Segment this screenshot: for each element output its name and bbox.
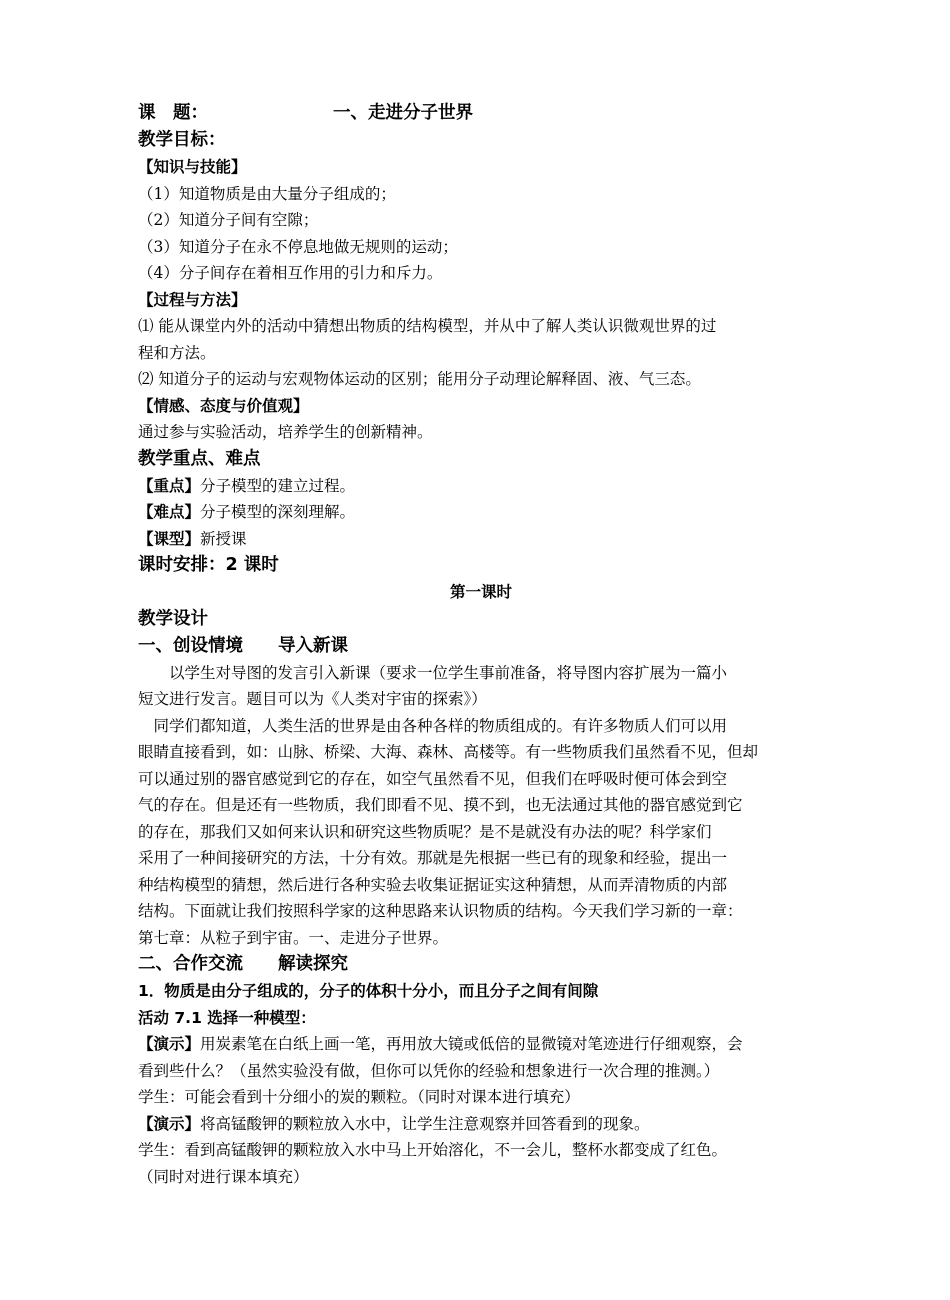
activity-heading: 活动 7.1 选择一种模型： (138, 1008, 316, 1027)
paragraph-line-4: 气的存在。但是还有一些物质，我们即看不见、摸不到，也无法通过其他的器官感觉到它 (138, 796, 743, 814)
paragraph-line-1: 同学们都知道，人类生活的世界是由各种各样的物质组成的。有许多物质人们可以用 (138, 716, 728, 735)
difficulty-text: 分子模型的深刻理解。 (200, 503, 356, 521)
ks-item-4: （4）分子间存在着相互作用的引力和斥力。 (138, 264, 443, 282)
ks-item-3: （3）知道分子在永不停息地做无规则的运动； (138, 237, 458, 256)
goals-heading: 教学目标： (138, 130, 226, 150)
pm-item-1-line-2: 程和方法。 (138, 343, 216, 362)
point-1-heading: 1．物质是由分子组成的，分子的体积十分小，而且分子之间有间隙 (138, 982, 599, 1000)
emotion-values-text: 通过参与实验活动，培养学生的创新精神。 (138, 423, 433, 441)
intro-line-2: 短文进行发言。题目可以为《人类对宇宙的探索》） (138, 690, 487, 708)
topic-label: 课 题： (138, 103, 208, 123)
student-answer-2-line-2: （同时对进行课本填充） (138, 1167, 309, 1186)
paragraph-line-3: 可以通过别的器官感觉到它的存在，如空气虽然看不见，但我们在呼吸时便可体会到空 (138, 769, 728, 788)
demo-2-label: 【演示】 (138, 1114, 201, 1133)
lesson-type-label: 【课型】 (138, 529, 201, 548)
knowledge-skills-heading: 【知识与技能】 (138, 158, 247, 176)
section-2-heading: 二、合作交流 解读探究 (138, 954, 348, 974)
demo-1-text: 用炭素笔在白纸上画一笔，再用放大镜或低倍的显微镜对笔迹进行仔细观察，会 (200, 1035, 743, 1053)
demo-1-label: 【演示】 (138, 1035, 201, 1053)
paragraph-line-8: 结构。下面就让我们按照科学家的这种思路来认识物质的结构。今天我们学习新的一章： (138, 902, 743, 920)
process-method-heading: 【过程与方法】 (138, 290, 247, 309)
paragraph-line-9: 第七章：从粒子到宇宙。一、走进分子世界。 (138, 928, 449, 947)
ks-item-2: （2）知道分子间有空隙； (138, 211, 319, 229)
topic-line (138, 100, 824, 127)
lesson-one-heading: 第一课时 (449, 583, 512, 601)
lesson-type-text: 新授课 (200, 529, 247, 548)
pm-item-1-line-1: ⑴ 能从课堂内外的活动中猜想出物质的结构模型，并从中了解人类认识微观世界的过 (138, 317, 717, 335)
emotion-values-heading: 【情感、态度与价值观】 (138, 396, 309, 415)
document-page (138, 100, 824, 1190)
key-point-label: 【重点】 (138, 476, 201, 495)
student-answer-1: 学生：可能会看到十分细小的炭的颗粒。（同时对课本进行填充） (138, 1088, 580, 1106)
demo-1-line-1 (138, 1031, 824, 1058)
demo-2-text: 将高锰酸钾的颗粒放入水中，让学生注意观察并回答看到的现象。 (200, 1114, 650, 1133)
demo-2-line (138, 1111, 824, 1138)
paragraph-line-2: 眼睛直接看到，如：山脉、桥梁、大海、森林、高楼等。有一些物质我们虽然看不见，但却 (138, 743, 759, 761)
difficulty-line (138, 499, 824, 526)
lesson-type-line (138, 526, 824, 553)
intro-line-1: 以学生对导图的发言引入新课（要求一位学生事前准备，将导图内容扩展为一篇小 (138, 663, 728, 682)
section-1-heading: 一、创设情境 导入新课 (138, 635, 348, 656)
difficulty-label: 【难点】 (138, 503, 201, 521)
demo-1-line-2: 看到些什么？（虽然实验没有做，但你可以凭你的经验和想象进行一次合理的推测。） (138, 1061, 720, 1080)
hours-heading: 课时安排：2 课时 (138, 555, 279, 575)
paragraph-line-7: 种结构模型的猜想，然后进行各种实验去收集证据证实这种猜想，从而弄清物质的内部 (138, 875, 728, 894)
key-difficulty-heading: 教学重点、难点 (138, 448, 261, 469)
topic-title: 一、走进分子世界 (333, 103, 473, 123)
pm-item-2: ⑵ 知道分子的运动与宏观物体运动的区别；能用分子动理论解释固、液、气三态。 (138, 370, 701, 388)
key-point-text: 分子模型的建立过程。 (200, 476, 356, 495)
design-heading: 教学设计 (138, 608, 208, 629)
ks-item-1: （1）知道物质是由大量分子组成的； (138, 184, 396, 203)
paragraph-line-6: 采用了一种间接研究的方法，十分有效。那就是先根据一些已有的现象和经验，提出一 (138, 849, 728, 867)
paragraph-line-5: 的存在，那我们又如何来认识和研究这些物质呢？是不是就没有办法的呢？科学家们 (138, 822, 712, 841)
student-answer-2-line-1: 学生：看到高锰酸钾的颗粒放入水中马上开始溶化，不一会儿，整杯水都变成了红色。 (138, 1141, 728, 1159)
key-point-line (138, 473, 824, 500)
